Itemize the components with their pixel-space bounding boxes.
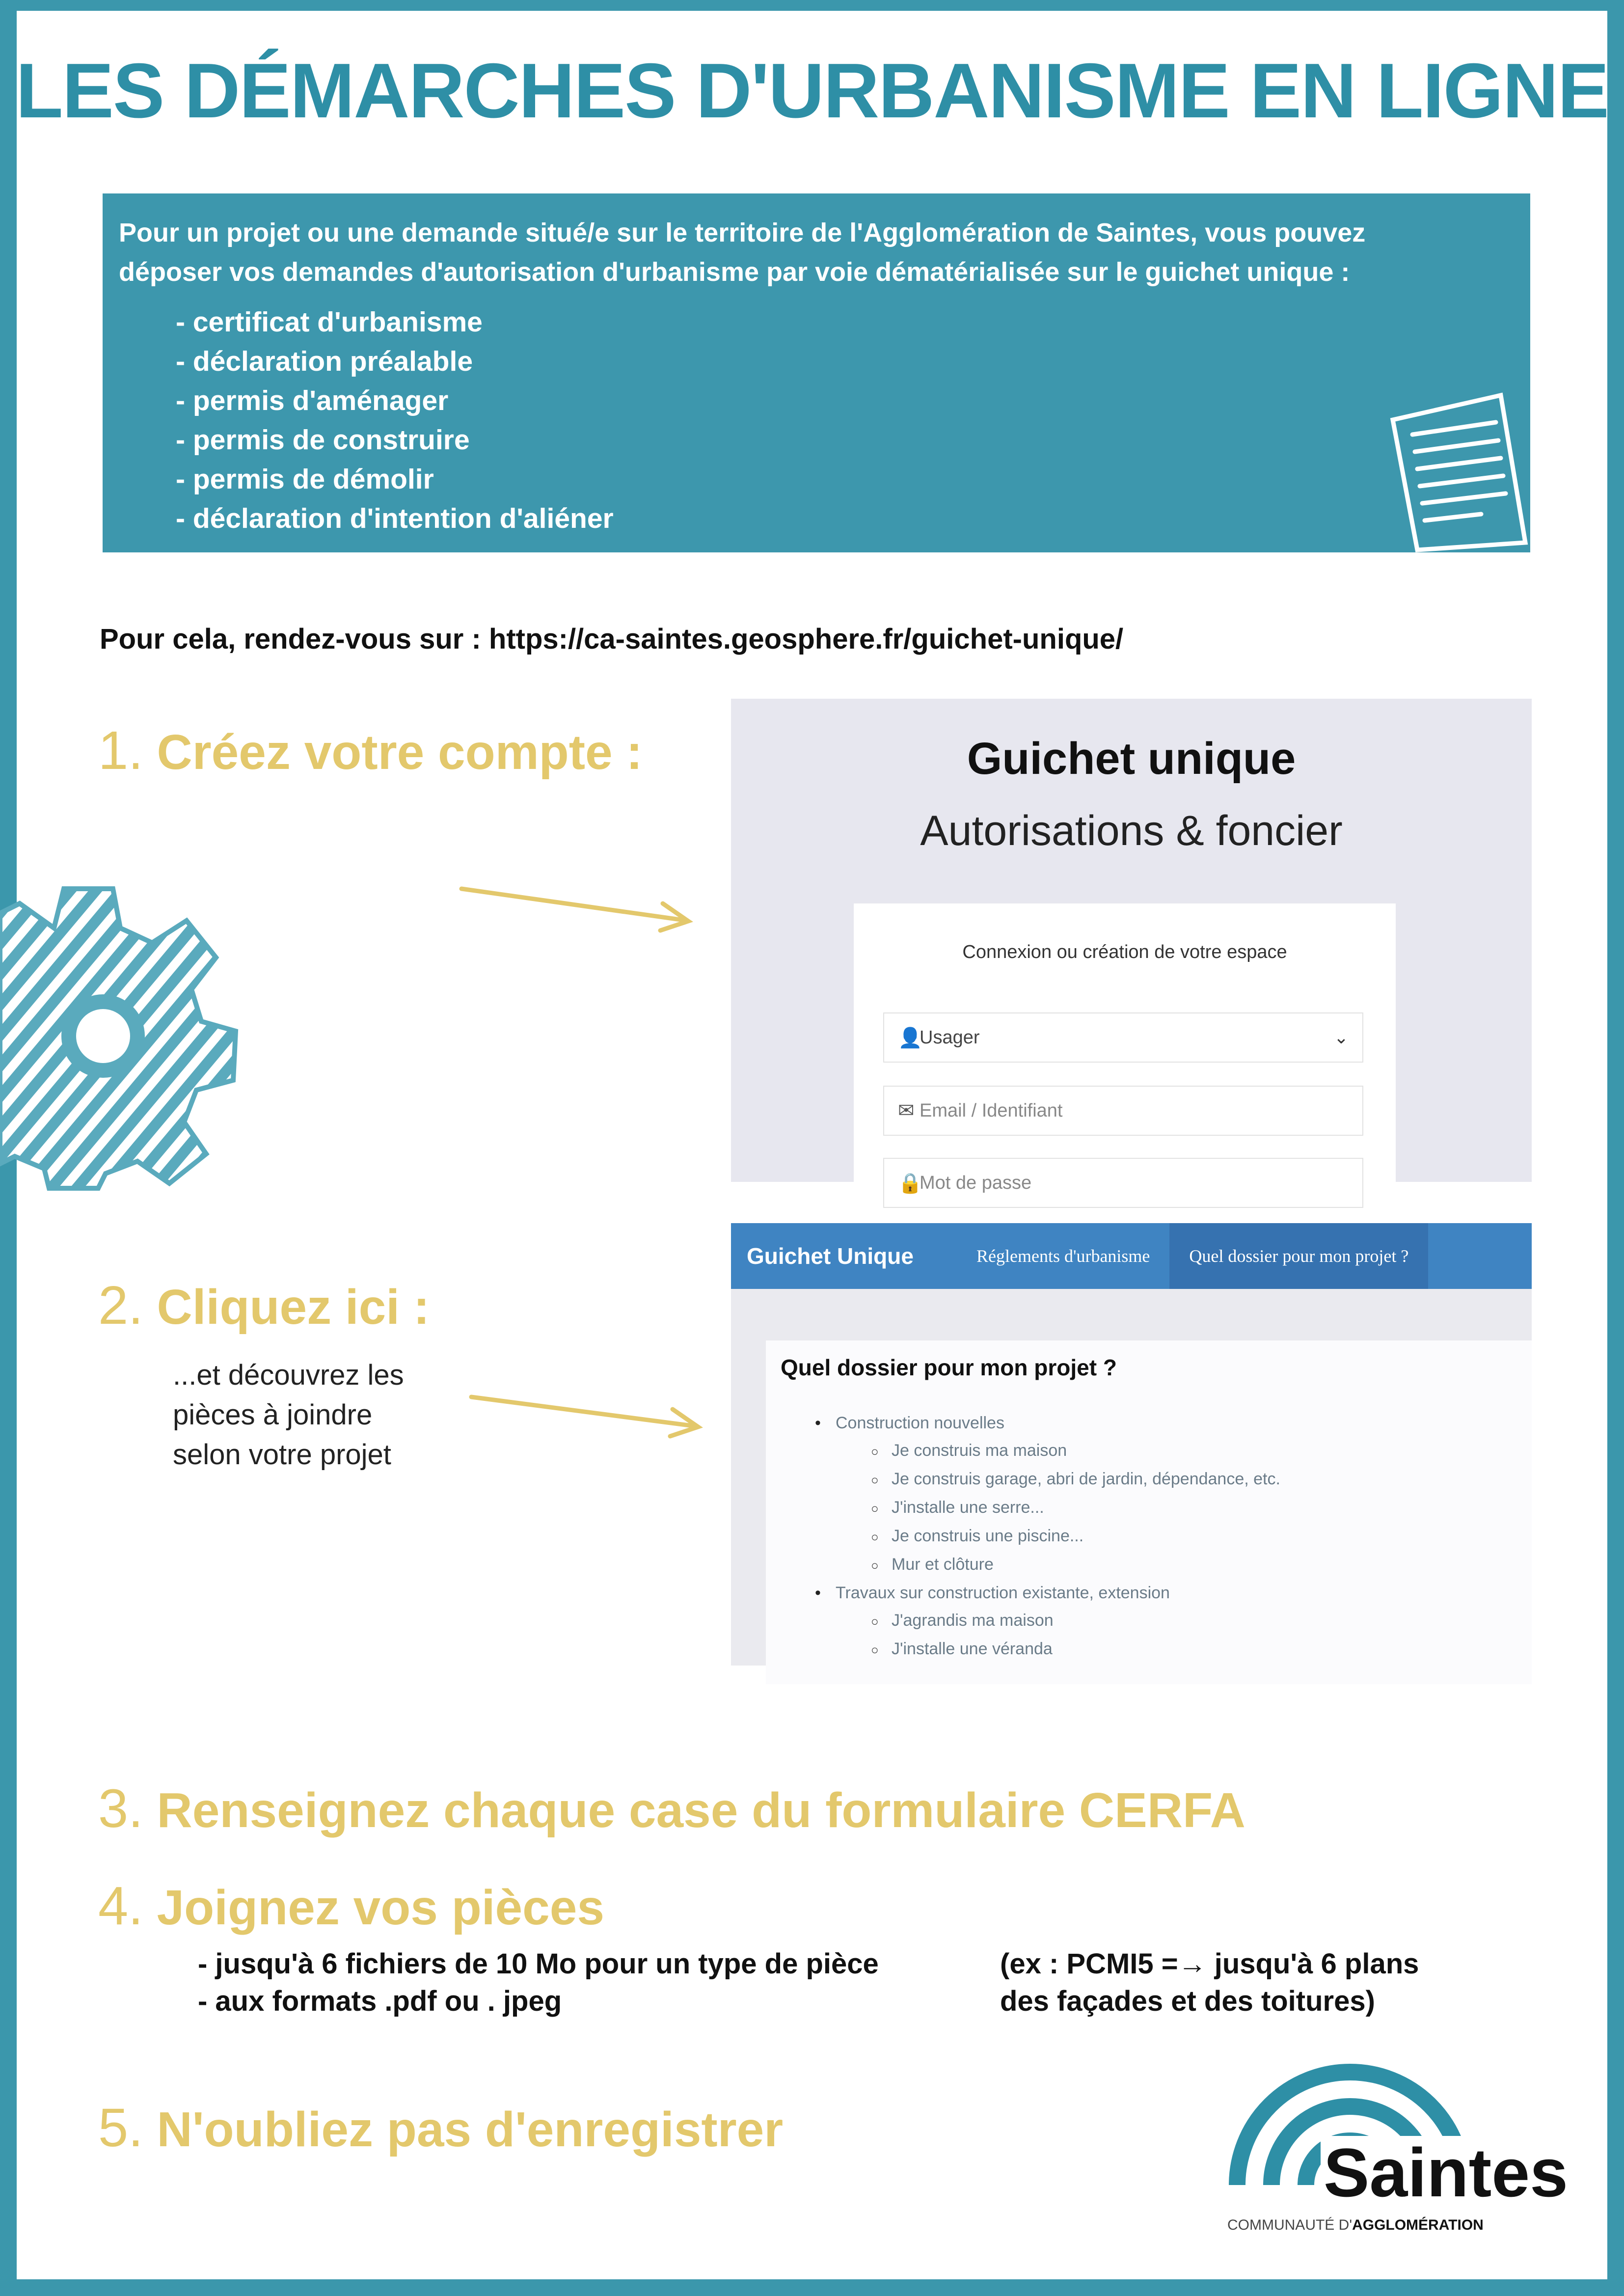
list-item: - permis de construire [176,424,470,456]
step-5: 5. N'oubliez pas d'enregistrer [98,2098,784,2158]
info-box [103,193,1530,552]
list-item: - déclaration d'intention d'aliéner [176,503,614,534]
list-item[interactable]: • Construction nouvelles [815,1409,1280,1437]
step-1: 1. Créez votre compte : [98,720,643,781]
arrow-icon [466,1387,707,1441]
dossier-screenshot [731,1223,1532,1666]
user-type-select[interactable]: 👤 Usager ⌄ [883,1012,1363,1063]
arrow-icon [457,879,697,933]
login-card [854,903,1396,1247]
list-item: - certificat d'urbanisme [176,306,483,338]
note-line: pièces à joindre [173,1399,373,1431]
info-intro: Pour un projet ou une demande situé/e sur le territoire de l'Agglomération de Saintes, vous pouvez déposer vos demandes d'autorisation d'urbanisme par voie dématérialisée sur le guichet unique : [119,218,1366,287]
authorization-list [176,302,614,538]
document-icon [1383,385,1530,552]
step-2-note [173,1355,404,1475]
list-item[interactable]: ○ J'installe une serre... [815,1494,1280,1522]
nav-link-reglements[interactable]: Réglements d'urbanisme [976,1246,1150,1266]
step-3: 3. Renseignez chaque case du formulaire CERFA [98,1778,1245,1839]
list-item[interactable]: ○ Mur et clôture [815,1551,1280,1579]
nav-brand[interactable]: Guichet Unique [747,1243,914,1269]
chevron-down-icon: ⌄ [1333,1027,1349,1047]
file-rule: - aux formats .pdf ou . jpeg [198,1985,562,2017]
nav-bar [731,1223,1532,1289]
list-item[interactable]: ○ Je construis garage, abri de jardin, dépendance, etc. [815,1465,1280,1494]
envelope-icon: ✉ [898,1100,915,1121]
email-field[interactable]: ✉ Email / Identifiant [883,1086,1363,1136]
lock-icon: 🔒 [898,1172,922,1194]
portal-url[interactable]: Pour cela, rendez-vous sur : https://ca-saintes.geosphere.fr/guichet-unique/ [100,623,1124,655]
saintes-logo [1222,2062,1568,2239]
file-rule: - jusqu'à 6 fichiers de 10 Mo pour un type de pièce [198,1948,879,1980]
list-item: - permis d'aménager [176,385,449,416]
list-item: - permis de démolir [176,464,434,495]
step-4: 4. Joignez vos pièces [98,1876,605,1936]
file-example [1000,1945,1419,2020]
list-item: - déclaration préalable [176,346,473,377]
page-title: LES DÉMARCHES D'URBANISME EN LIGNE [16,48,1608,134]
login-screenshot [731,699,1532,1194]
login-card-title: Connexion ou création de votre espace [962,942,1287,962]
example-line: des façades et des toitures) [1000,1985,1375,2017]
logo-name: Saintes [1321,2136,1571,2210]
dossier-content [766,1340,1532,1684]
portal-subtitle: Autorisations & foncier [920,807,1343,854]
password-field[interactable]: 🔒 Mot de passe [883,1158,1363,1208]
list-item[interactable]: ○ Je construis une piscine... [815,1522,1280,1551]
user-icon: 👤 [898,1027,922,1049]
nav-link-quel-dossier[interactable]: Quel dossier pour mon projet ? [1169,1223,1428,1289]
file-rules [198,1945,879,2020]
example-line: (ex : PCMI5 =→ jusqu'à 6 plans [1000,1948,1419,1980]
step-2: 2. Cliquez ici : [98,1275,430,1336]
dossier-heading: Quel dossier pour mon projet ? [781,1355,1117,1380]
gear-icon [0,874,245,1188]
dossier-list [815,1409,1280,1664]
logo-tagline: COMMUNAUTÉ D'AGGLOMÉRATION [1227,2217,1484,2233]
portal-title: Guichet unique [967,734,1296,784]
list-item[interactable]: ○ J'agrandis ma maison [815,1607,1280,1635]
note-line: selon votre projet [173,1439,391,1471]
note-line: ...et découvrez les [173,1359,404,1391]
list-item[interactable]: ○ J'installe une véranda [815,1635,1280,1664]
list-item[interactable]: • Travaux sur construction existante, extension [815,1579,1280,1607]
list-item[interactable]: ○ Je construis ma maison [815,1437,1280,1465]
